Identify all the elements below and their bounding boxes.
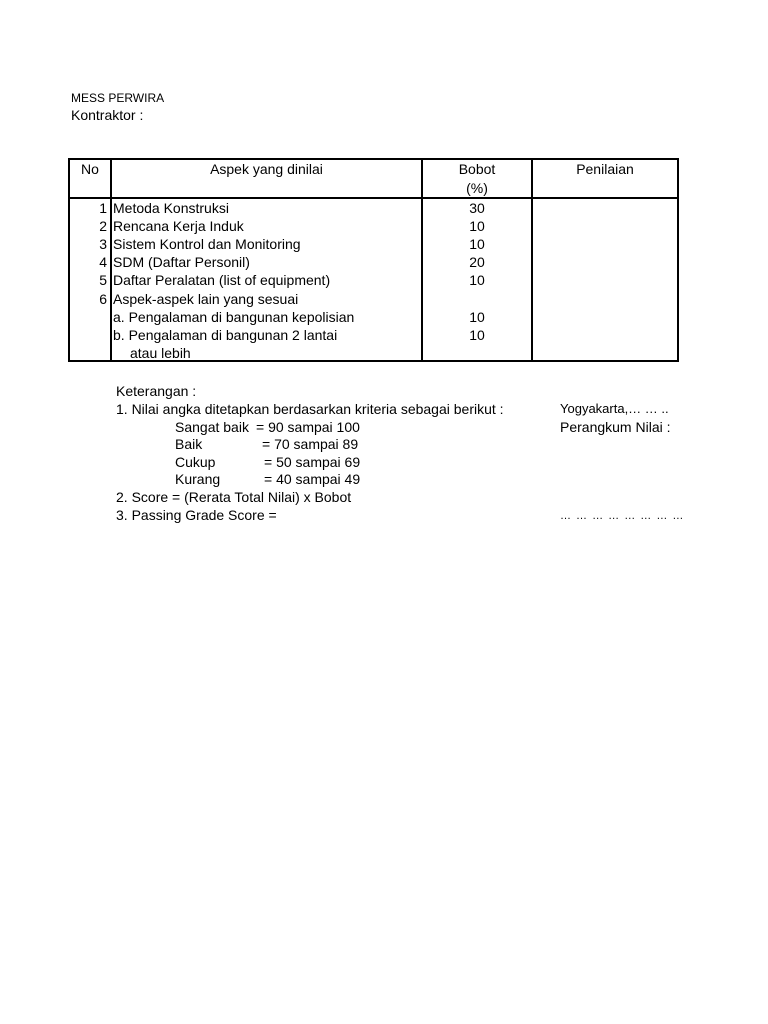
criteria-range: = 50 sampai 69 xyxy=(264,454,361,470)
row-no: 6 xyxy=(99,291,107,307)
row-aspek: Daftar Peralatan (list of equipment) xyxy=(113,272,331,288)
row-aspek: Sistem Kontrol dan Monitoring xyxy=(113,236,301,252)
kontraktor-label: Kontraktor : xyxy=(71,107,144,123)
row-bobot: 10 xyxy=(469,218,485,234)
row-no: 2 xyxy=(99,218,107,234)
signature-role: Perangkum Nilai : xyxy=(560,419,671,435)
row-bobot: 30 xyxy=(469,200,485,216)
criteria-range: = 40 sampai 49 xyxy=(264,471,361,487)
row-bobot: 10 xyxy=(469,236,485,252)
row-bobot: 20 xyxy=(469,254,485,270)
row-aspek: Metoda Konstruksi xyxy=(113,200,229,216)
header-penilaian: Penilaian xyxy=(576,161,634,177)
row-no: 5 xyxy=(99,272,107,288)
column-divider xyxy=(531,160,533,360)
assessment-table xyxy=(68,158,679,362)
criteria-label: Cukup xyxy=(175,454,216,470)
notes-item-3: 3. Passing Grade Score = xyxy=(116,507,277,523)
header-aspek: Aspek yang dinilai xyxy=(210,161,323,177)
criteria-label: Kurang xyxy=(175,471,221,487)
criteria-label: Baik xyxy=(175,436,203,452)
row-aspek: a. Pengalaman di bangunan kepolisian xyxy=(113,309,355,325)
criteria-range: = 70 sampai 89 xyxy=(262,436,359,452)
notes-item-1: 1. Nilai angka ditetapkan berdasarkan kriteria sebagai berikut : xyxy=(116,401,504,417)
row-no: 3 xyxy=(99,236,107,252)
row-no: 1 xyxy=(99,200,107,216)
header-no: No xyxy=(81,161,99,177)
header-bobot: Bobot xyxy=(458,161,496,177)
criteria-range: = 90 sampai 100 xyxy=(256,419,360,435)
row-aspek-continuation: atau lebih xyxy=(130,345,191,361)
row-bobot: 10 xyxy=(469,327,485,343)
row-aspek: SDM (Daftar Personil) xyxy=(113,254,250,270)
row-aspek: b. Pengalaman di bangunan 2 lantai xyxy=(113,327,338,343)
notes-heading: Keterangan : xyxy=(116,383,197,399)
row-bobot: 10 xyxy=(469,272,485,288)
column-divider xyxy=(110,160,112,360)
header-bobot-unit: (%) xyxy=(466,180,488,196)
row-aspek: Aspek-aspek lain yang sesuai xyxy=(113,291,299,307)
signature-name-line: … … … … … … … … xyxy=(560,510,685,522)
document-title: MESS PERWIRA xyxy=(71,91,165,105)
criteria-label: Sangat baik xyxy=(175,419,249,435)
row-aspek: Rencana Kerja Induk xyxy=(113,218,244,234)
row-no: 4 xyxy=(99,254,107,270)
signature-place-date: Yogyakarta,… … .. xyxy=(560,401,669,416)
notes-item-2: 2. Score = (Rerata Total Nilai) x Bobot xyxy=(116,489,352,505)
row-bobot: 10 xyxy=(469,309,485,325)
